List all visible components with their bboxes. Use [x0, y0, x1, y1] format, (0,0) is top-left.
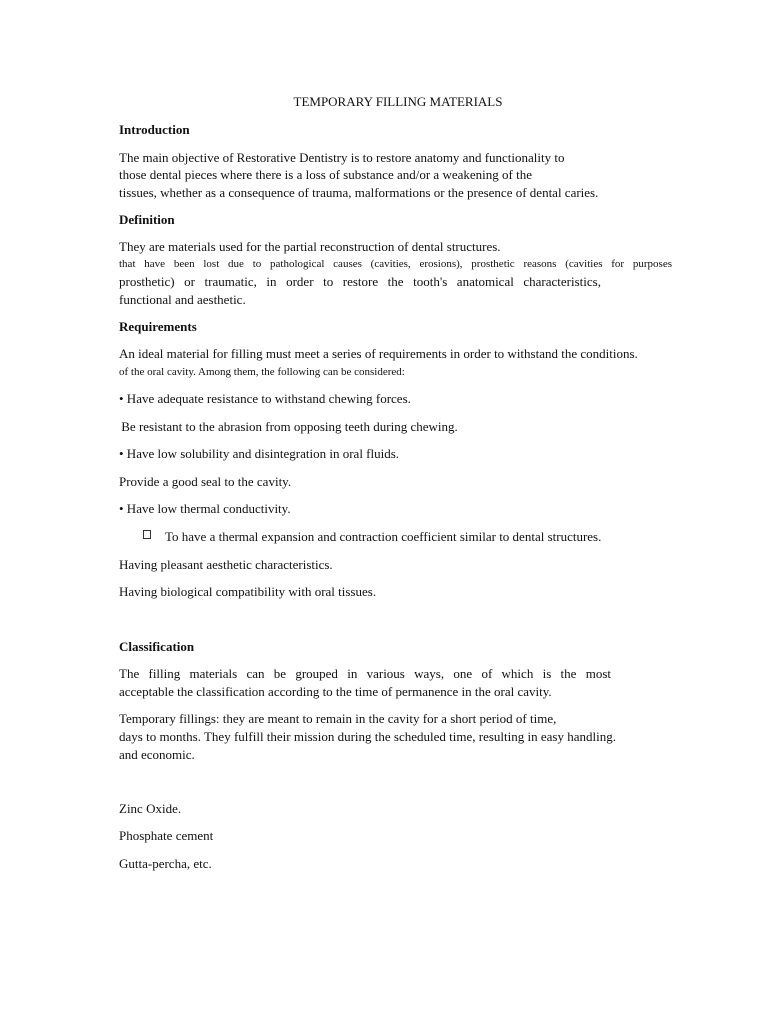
definition-line: They are materials used for the partial reconstruction of dental structures. — [119, 239, 501, 254]
bullet-box-icon — [143, 530, 151, 539]
document-title: TEMPORARY FILLING MATERIALS — [293, 94, 503, 109]
requirement-item: Be resistant to the abrasion from opposing teeth during chewing. — [118, 419, 458, 434]
definition-line: functional and aesthetic. — [119, 292, 246, 307]
requirement-item: Provide a good seal to the cavity. — [119, 474, 292, 489]
requirement-item: • Have adequate resistance to withstand chewing forces. — [119, 391, 411, 406]
classification-line: and economic. — [119, 747, 195, 762]
classification-heading: Classification — [119, 639, 195, 654]
classification-line: Temporary fillings: they are meant to remain in the cavity for a short period of time, — [119, 711, 557, 726]
requirement-item: • Have low thermal conductivity. — [119, 501, 291, 516]
definition-heading: Definition — [119, 212, 175, 227]
definition-line: that have been lost due to pathological causes (cavities, erosions), prosthetic reasons (cavities for purposes — [119, 258, 672, 270]
requirements-intro-line: of the oral cavity. Among them, the following can be considered: — [119, 366, 405, 378]
definition-line: prosthetic) or traumatic, in order to restore the tooth's anatomical characteristics, — [119, 274, 601, 289]
requirements-intro-line: An ideal material for filling must meet a series of requirements in order to withstand the conditions. — [119, 346, 638, 361]
introduction-line: those dental pieces where there is a loss of substance and/or a weakening of the — [119, 167, 532, 182]
classification-line: The filling materials can be grouped in various ways, one of which is the most — [119, 666, 611, 681]
requirement-item: • Have low solubility and disintegration in oral fluids. — [119, 446, 400, 461]
requirement-item: To have a thermal expansion and contraction coefficient similar to dental structures. — [165, 529, 602, 544]
introduction-line: The main objective of Restorative Dentistry is to restore anatomy and functionality to — [119, 150, 565, 165]
introduction-line: tissues, whether as a consequence of trauma, malformations or the presence of dental caries. — [119, 185, 599, 200]
classification-line: acceptable the classification according to the time of permanence in the oral cavity. — [119, 684, 552, 699]
classification-line: days to months. They fulfill their mission during the scheduled time, resulting in easy handling. — [119, 729, 616, 744]
requirement-item: Having pleasant aesthetic characteristics. — [119, 557, 333, 572]
material-item: Phosphate cement — [119, 828, 214, 843]
material-item: Zinc Oxide. — [119, 801, 182, 816]
requirements-heading: Requirements — [119, 319, 197, 334]
introduction-heading: Introduction — [119, 122, 190, 137]
requirement-item: Having biological compatibility with oral tissues. — [119, 584, 377, 599]
material-item: Gutta-percha, etc. — [119, 856, 212, 871]
